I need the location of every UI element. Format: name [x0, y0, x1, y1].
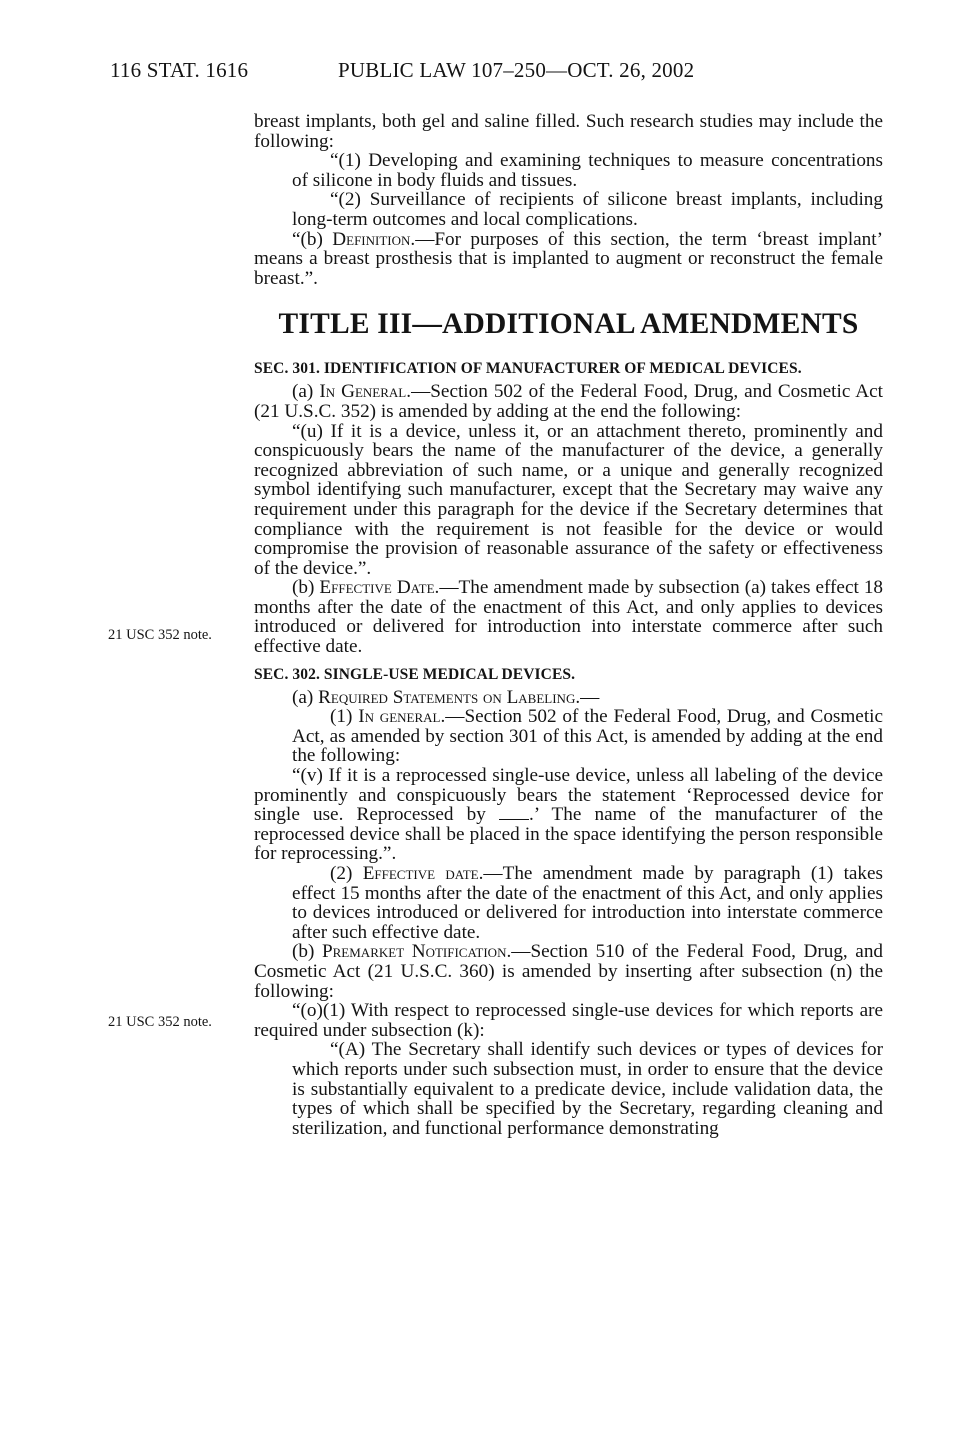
subsection-text: .—Section 510 of the Federal Food, Drug, and Cosmetic Act (21 U.S.C. 360) is amended by inserting after subsection (n) the following: — [254, 941, 884, 1002]
title-heading: TITLE III—ADDITIONAL AMENDMENTS — [278, 308, 859, 341]
document-body — [254, 112, 883, 1138]
paragraph-item — [292, 707, 883, 766]
subsection-label: (a) — [292, 686, 319, 708]
margin-note: 21 USC 352 note. — [108, 627, 212, 643]
subsection-heading: Definition — [332, 228, 411, 250]
paragraph-heading: Effective date — [362, 863, 479, 884]
subsection-dash: .— — [575, 686, 600, 708]
subsection-paragraph — [254, 942, 883, 1001]
subsection-text: .—Section 502 of the Federal Food, Drug, and Cosmetic Act (21 U.S.C. 352) is amended by adding at the end the following: — [254, 381, 884, 422]
subsection-paragraph — [254, 382, 883, 421]
subsection-heading: Required Statements on Labeling — [318, 686, 576, 708]
amendment-text: .’ The name of the manufacturer of the reprocessed device shall be placed in the space identifying the person responsible for reprocessing.”. — [254, 804, 883, 865]
continued-paragraph: breast implants, both gel and saline filled. Such research studies may include the following: — [254, 111, 883, 152]
subsection-label: “(b) — [292, 228, 333, 250]
quoted-amendment: “(u) If it is a device, unless it, or an attachment thereto, prominently and conspicuously bears the name of the manufacturer of the device, a generally recognized abbreviation of such name, or a unique and generally recognized symbol identifying such manufacturer, except that the Secretary may waive any requirement under this paragraph for the device if the Secretary determines that compliance with the requirement is not feasible for the device or would compromise the provision of reasonable assurance of the safety or effectiveness of the device.”. — [254, 420, 883, 579]
paragraph-label: (2) — [330, 863, 363, 884]
subsection-paragraph — [254, 688, 883, 708]
section-heading: SEC. 302. SINGLE-USE MEDICAL DEVICES. — [254, 665, 576, 683]
subsection-heading: Effective Date — [319, 577, 435, 599]
definition-paragraph — [254, 230, 883, 289]
amendment-text: “(v) If it is a reprocessed single-use device, unless all labeling of the device prominently and conspicuously bears the statement ‘Reprocessed device for single use. Reprocessed by — [254, 765, 883, 826]
quoted-amendment — [254, 766, 883, 864]
paragraph-text: .—The amendment made by paragraph (1) takes effect 15 months after the date of the enactment of this Act, and only applies to devices introduced or delivered for introduction into interstate commerce after such effective date. — [292, 863, 884, 943]
list-item: “(2) Surveillance of recipients of silicone breast implants, including long-term outcomes and local complications. — [292, 189, 883, 230]
section-heading: SEC. 301. IDENTIFICATION OF MANUFACTURER OF MEDICAL DEVICES. — [254, 360, 802, 378]
subsection-label: (a) — [292, 381, 320, 403]
subsection-heading: In General — [319, 381, 407, 403]
margin-note: 21 USC 352 note. — [108, 1014, 212, 1030]
public-law-date: PUBLIC LAW 107–250—OCT. 26, 2002 — [338, 58, 695, 82]
quoted-subparagraph: “(A) The Secretary shall identify such devices or types of devices for which reports under such subsection must, in order to ensure that the device is substantially equivalent to a predicate device, include validation data, the types of which shall be specified by the Secretary, regarding cleaning and sterilization, and functional performance demonstrating — [292, 1039, 883, 1139]
paragraph-item — [292, 864, 883, 942]
quoted-amendment: “(o)(1) With respect to reprocessed single-use devices for which reports are required under subsection (k): — [254, 1000, 883, 1041]
list-item: “(1) Developing and examining techniques to measure concentrations of silicone in body fluids and tissues. — [292, 150, 883, 191]
blank-line — [499, 805, 529, 820]
subsection-text: .—For purposes of this section, the term ‘breast implant’ means a breast prosthesis that is implanted to augment or reconstruct the female breast.”. — [254, 228, 883, 289]
subsection-paragraph — [254, 578, 883, 656]
subsection-label: (b) — [292, 941, 322, 963]
paragraph-label: (1) — [330, 706, 359, 728]
statute-citation: 116 STAT. 1616 — [110, 58, 249, 82]
subsection-text: .—The amendment made by subsection (a) takes effect 18 months after the date of the enactment of this Act, and only applies to devices introduced or delivered for introduction into interstate commerce after such effective date. — [254, 577, 884, 658]
paragraph-heading: In general — [358, 706, 441, 728]
subsection-label: (b) — [292, 577, 320, 599]
paragraph-text: .—Section 502 of the Federal Food, Drug, and Cosmetic Act, as amended by section 301 of this Act, is amended by adding at the end the following: — [292, 706, 883, 767]
subsection-heading: Premarket Notification — [321, 941, 507, 963]
